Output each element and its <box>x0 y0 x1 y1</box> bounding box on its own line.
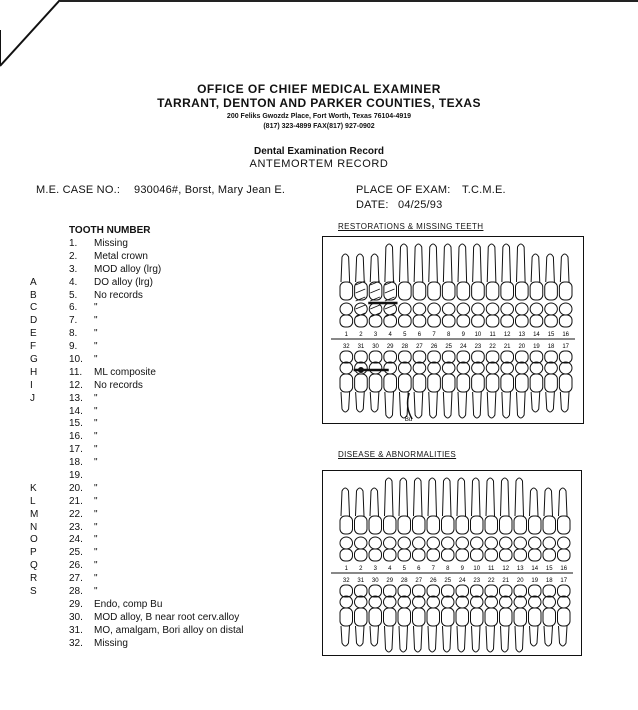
tooth-number: 10. <box>69 354 83 366</box>
page-corner-fold <box>0 0 64 70</box>
lower-tooth-icon <box>558 585 571 646</box>
record-type: Dental Examination Record <box>253 146 385 157</box>
place-of-exam-label: PLACE OF EXAM: <box>356 184 451 196</box>
tooth-number-header: TOOTH NUMBER <box>69 225 151 236</box>
tooth-number: 6. <box>69 302 78 314</box>
lower-tooth-icon <box>529 585 542 646</box>
lower-tooth-number: 24 <box>459 344 467 350</box>
tooth-letter: D <box>30 315 38 327</box>
upper-tooth-icon <box>514 478 527 561</box>
lower-tooth-number: 32 <box>342 578 350 584</box>
page-top-border <box>60 0 638 2</box>
lower-tooth-number: 32 <box>342 344 350 350</box>
upper-tooth-icon <box>545 254 558 327</box>
upper-tooth-number: 2 <box>359 332 363 338</box>
exam-date-value: 04/25/93 <box>398 199 443 211</box>
tooth-number: 21. <box>69 495 83 507</box>
upper-tooth-icon <box>516 244 529 327</box>
tooth-description: " <box>94 573 98 585</box>
upper-tooth-icon <box>413 244 426 327</box>
lower-tooth-icon <box>355 351 368 412</box>
counties-title: TARRANT, DENTON AND PARKER COUNTIES, TEXAS <box>157 96 481 110</box>
place-of-exam-value: T.C.M.E. <box>462 184 506 196</box>
upper-tooth-icon <box>340 254 353 327</box>
tooth-description: Endo, comp Bu <box>94 598 163 610</box>
upper-tooth-number: 10 <box>474 332 482 338</box>
lower-tooth-number: 22 <box>487 578 495 584</box>
lower-tooth-number: 21 <box>502 578 510 584</box>
lower-tooth-number: 29 <box>386 344 394 350</box>
case-number-value: 930046#, Borst, Mary Jean E. <box>134 184 286 196</box>
tooth-description: " <box>94 508 98 520</box>
tooth-number: 11. <box>69 366 83 378</box>
lower-tooth-icon <box>369 585 382 646</box>
upper-tooth-number: 9 <box>460 566 464 572</box>
lower-tooth-number: 20 <box>516 578 524 584</box>
tooth-description: " <box>94 547 98 559</box>
record-subtitle: ANTEMORTEM RECORD <box>249 158 389 170</box>
lower-tooth-number: 17 <box>562 344 570 350</box>
upper-tooth-number: 3 <box>373 566 377 572</box>
tooth-letter: S <box>30 586 37 598</box>
upper-tooth-icon <box>442 478 455 561</box>
upper-tooth-icon <box>530 254 543 327</box>
upper-tooth-number: 7 <box>431 566 435 572</box>
upper-tooth-icon <box>501 244 514 327</box>
tooth-number: 28. <box>69 586 83 598</box>
tooth-description: No records <box>94 289 143 301</box>
tooth-number: 19. <box>69 470 83 482</box>
office-phone: (817) 323-4899 FAX(817) 927-0902 <box>263 123 375 130</box>
tooth-number: 3. <box>69 263 78 275</box>
tooth-number: 15. <box>69 418 83 430</box>
tooth-number: 26. <box>69 560 83 572</box>
tooth-number: 17. <box>69 444 83 456</box>
tooth-number: 4. <box>69 276 78 288</box>
tooth-number: 5. <box>69 289 78 301</box>
upper-tooth-icon <box>558 488 571 561</box>
restorations-chart-label: RESTORATIONS & MISSING TEETH <box>338 222 484 231</box>
tooth-description: No records <box>94 379 143 391</box>
tooth-letter: H <box>30 366 38 378</box>
lower-tooth-icon <box>384 351 397 418</box>
tooth-number: 25. <box>69 547 83 559</box>
upper-tooth-number: 1 <box>344 566 348 572</box>
tooth-letter: F <box>30 341 37 353</box>
upper-tooth-number: 11 <box>488 566 495 572</box>
lower-tooth-number: 21 <box>503 344 511 350</box>
lower-tooth-number: 28 <box>400 578 408 584</box>
restoration-hatch-mark <box>385 305 395 309</box>
tooth-description: " <box>94 354 98 366</box>
restoration-dot <box>358 367 364 373</box>
tooth-number: 13. <box>69 392 83 404</box>
lower-tooth-icon <box>442 351 455 418</box>
upper-tooth-icon <box>398 478 411 561</box>
tooth-description: " <box>94 341 98 353</box>
restoration-hatch-mark <box>356 289 366 293</box>
tooth-description: " <box>94 431 98 443</box>
lower-tooth-number: 22 <box>489 344 496 350</box>
lower-tooth-icon <box>485 585 498 652</box>
tooth-description: " <box>94 495 98 507</box>
tooth-description: Missing <box>94 238 128 249</box>
lower-tooth-icon <box>500 585 513 652</box>
lower-tooth-icon <box>427 585 440 652</box>
upper-tooth-icon <box>471 478 484 561</box>
upper-tooth-number: 4 <box>388 566 392 572</box>
tooth-number: 18. <box>69 457 83 469</box>
tooth-description: " <box>94 444 98 456</box>
lower-tooth-icon <box>369 351 382 412</box>
tooth-number: 20. <box>69 482 83 494</box>
lower-tooth-icon <box>355 585 368 646</box>
tooth-description: " <box>94 392 98 404</box>
lower-tooth-icon <box>530 351 543 412</box>
upper-tooth-number: 5 <box>403 332 407 338</box>
upper-tooth-number: 5 <box>402 566 406 572</box>
tooth-number: 24. <box>69 534 83 546</box>
tooth-number: 31. <box>69 624 83 636</box>
lower-tooth-number: 26 <box>429 578 437 584</box>
tooth-letter: Q <box>30 560 38 572</box>
upper-tooth-icon <box>399 244 412 327</box>
upper-tooth-icon <box>428 244 441 327</box>
lower-tooth-icon <box>399 351 412 418</box>
lower-tooth-icon <box>457 351 470 418</box>
lower-tooth-number: 27 <box>416 344 423 350</box>
tooth-letter: C <box>30 302 38 314</box>
upper-tooth-number: 9 <box>461 332 465 338</box>
tooth-description: DO alloy (lrg) <box>94 276 153 288</box>
tooth-letter: I <box>30 379 33 391</box>
lower-tooth-icon <box>471 585 484 652</box>
tooth-letter: P <box>30 547 37 559</box>
upper-tooth-number: 2 <box>359 566 363 572</box>
annotation-bu: Bu <box>404 417 413 423</box>
tooth-description: Missing <box>94 637 128 649</box>
tooth-letter: G <box>30 354 38 366</box>
upper-tooth-icon <box>559 254 572 327</box>
tooth-number: 14. <box>69 405 83 417</box>
lower-tooth-number: 30 <box>371 578 379 584</box>
lower-tooth-icon <box>384 585 397 652</box>
office-title: OFFICE OF CHIEF MEDICAL EXAMINER <box>197 82 441 96</box>
upper-tooth-number: 10 <box>473 566 481 572</box>
case-number-label: M.E. CASE NO.: <box>36 184 121 196</box>
lower-tooth-number: 20 <box>518 344 526 350</box>
upper-tooth-icon <box>500 478 513 561</box>
lower-tooth-icon <box>413 585 426 652</box>
restoration-hatch-mark <box>356 305 366 309</box>
tooth-description: " <box>94 560 98 572</box>
upper-tooth-icon <box>369 488 382 561</box>
upper-tooth-number: 15 <box>547 332 555 338</box>
tooth-letter: K <box>30 482 37 494</box>
lower-tooth-icon <box>559 351 572 412</box>
tooth-description: " <box>94 302 98 314</box>
upper-tooth-number: 8 <box>447 332 451 338</box>
upper-tooth-number: 4 <box>388 332 392 338</box>
tooth-number: 30. <box>69 611 83 623</box>
tooth-number: 32. <box>69 637 83 649</box>
lower-tooth-icon <box>501 351 514 418</box>
upper-tooth-icon <box>340 488 353 561</box>
upper-tooth-icon <box>472 244 485 327</box>
upper-tooth-icon <box>485 478 498 561</box>
disease-dental-chart <box>322 470 582 656</box>
lower-tooth-icon <box>340 351 353 412</box>
upper-tooth-icon <box>442 244 455 327</box>
tooth-number: 22. <box>69 508 83 520</box>
upper-tooth-icon <box>529 488 542 561</box>
upper-tooth-icon <box>384 478 397 561</box>
lower-tooth-number: 31 <box>357 578 365 584</box>
tooth-number: 2. <box>69 250 78 262</box>
lower-tooth-icon <box>456 585 469 652</box>
upper-tooth-number: 11 <box>489 332 496 338</box>
lower-tooth-number: 25 <box>445 344 453 350</box>
restoration-hatch-mark <box>385 289 395 293</box>
upper-tooth-number: 8 <box>446 566 450 572</box>
tooth-description: MO, amalgam, Bori alloy on distal <box>94 624 244 636</box>
endo-mark <box>408 393 413 419</box>
tooth-letter: J <box>30 392 35 404</box>
upper-tooth-number: 3 <box>373 332 378 338</box>
lower-tooth-icon <box>545 351 558 412</box>
lower-tooth-icon <box>514 585 527 652</box>
disease-chart-label: DISEASE & ABNORMALITIES <box>338 450 457 459</box>
tooth-description: " <box>94 482 98 494</box>
lower-tooth-number: 19 <box>533 344 540 350</box>
upper-tooth-number: 7 <box>432 332 436 338</box>
tooth-description: MOD alloy (lrg) <box>94 263 162 275</box>
upper-tooth-number: 16 <box>560 566 568 572</box>
upper-tooth-number: 13 <box>516 566 524 572</box>
lower-tooth-icon <box>428 351 441 418</box>
tooth-number: 27. <box>69 573 83 585</box>
lower-tooth-number: 27 <box>415 578 423 584</box>
lower-tooth-icon <box>398 585 411 652</box>
upper-tooth-icon <box>543 488 556 561</box>
lower-tooth-number: 18 <box>545 578 553 584</box>
lower-tooth-number: 25 <box>444 578 452 584</box>
tooth-letter: O <box>30 534 38 546</box>
restorations-chart-drawing <box>323 237 583 423</box>
tooth-description: " <box>94 586 98 598</box>
lower-tooth-icon <box>543 585 556 646</box>
tooth-number: 7. <box>69 315 78 327</box>
lower-tooth-number: 17 <box>560 578 568 584</box>
restoration-hatch-mark <box>370 289 380 293</box>
tooth-letter: L <box>30 495 36 507</box>
tooth-description: MOD alloy, B near root cerv.alloy <box>94 611 240 623</box>
upper-tooth-icon <box>413 478 426 561</box>
lower-tooth-icon <box>413 351 426 418</box>
tooth-letter: A <box>30 276 37 288</box>
tooth-number: 1. <box>69 238 78 249</box>
upper-tooth-icon <box>456 478 469 561</box>
upper-tooth-number: 12 <box>503 332 511 338</box>
tooth-number: 12. <box>69 379 83 391</box>
upper-tooth-icon <box>355 488 368 561</box>
tooth-letter: M <box>30 508 39 520</box>
lower-tooth-icon <box>472 351 485 418</box>
upper-tooth-number: 6 <box>417 332 422 338</box>
restorations-dental-chart <box>322 236 584 424</box>
exam-date-label: DATE: <box>356 199 389 211</box>
upper-tooth-icon <box>427 478 440 561</box>
tooth-number: 8. <box>69 328 78 340</box>
lower-tooth-number: 24 <box>458 578 466 584</box>
upper-tooth-number: 12 <box>502 566 510 572</box>
tooth-letter: R <box>30 573 38 585</box>
lower-tooth-number: 23 <box>473 578 481 584</box>
upper-tooth-number: 6 <box>417 566 421 572</box>
lower-tooth-number: 18 <box>547 344 555 350</box>
upper-tooth-number: 14 <box>531 566 539 572</box>
tooth-number: 29. <box>69 598 83 610</box>
upper-tooth-number: 13 <box>518 332 526 338</box>
lower-tooth-number: 29 <box>386 578 394 584</box>
lower-tooth-icon <box>442 585 455 652</box>
upper-tooth-number: 1 <box>344 332 348 338</box>
lower-tooth-icon <box>340 585 353 646</box>
lower-tooth-icon <box>486 351 499 418</box>
tooth-description: " <box>94 534 98 546</box>
tooth-description: Metal crown <box>94 250 148 262</box>
tooth-description: " <box>94 405 98 417</box>
office-address: 200 Feliks Gwozdz Place, Fort Worth, Texas 76104-4919 <box>226 113 412 120</box>
upper-tooth-icon <box>457 244 470 327</box>
tooth-number: 16. <box>69 431 83 443</box>
lower-tooth-number: 19 <box>531 578 539 584</box>
tooth-letter: B <box>30 289 37 301</box>
restoration-hatch-mark <box>370 305 380 309</box>
lower-tooth-icon <box>516 351 529 418</box>
lower-tooth-number: 30 <box>372 344 379 350</box>
tooth-description: " <box>94 521 98 533</box>
tooth-number: 9. <box>69 341 78 353</box>
upper-tooth-number: 14 <box>533 332 540 338</box>
tooth-number: 23. <box>69 521 83 533</box>
tooth-description: " <box>94 457 98 469</box>
tooth-letter: E <box>30 328 37 340</box>
upper-tooth-number: 15 <box>545 566 553 572</box>
lower-tooth-number: 23 <box>474 344 482 350</box>
tooth-description: " <box>94 315 98 327</box>
tooth-letter: N <box>30 521 38 533</box>
lower-tooth-number: 31 <box>357 344 365 350</box>
lower-tooth-number: 26 <box>430 344 438 350</box>
tooth-description: " <box>94 328 98 340</box>
lower-tooth-number: 28 <box>401 344 409 350</box>
upper-tooth-icon <box>486 244 499 327</box>
disease-chart-drawing <box>323 471 581 655</box>
tooth-description: " <box>94 418 98 430</box>
tooth-description: ML composite <box>94 366 156 378</box>
upper-tooth-number: 16 <box>562 332 570 338</box>
